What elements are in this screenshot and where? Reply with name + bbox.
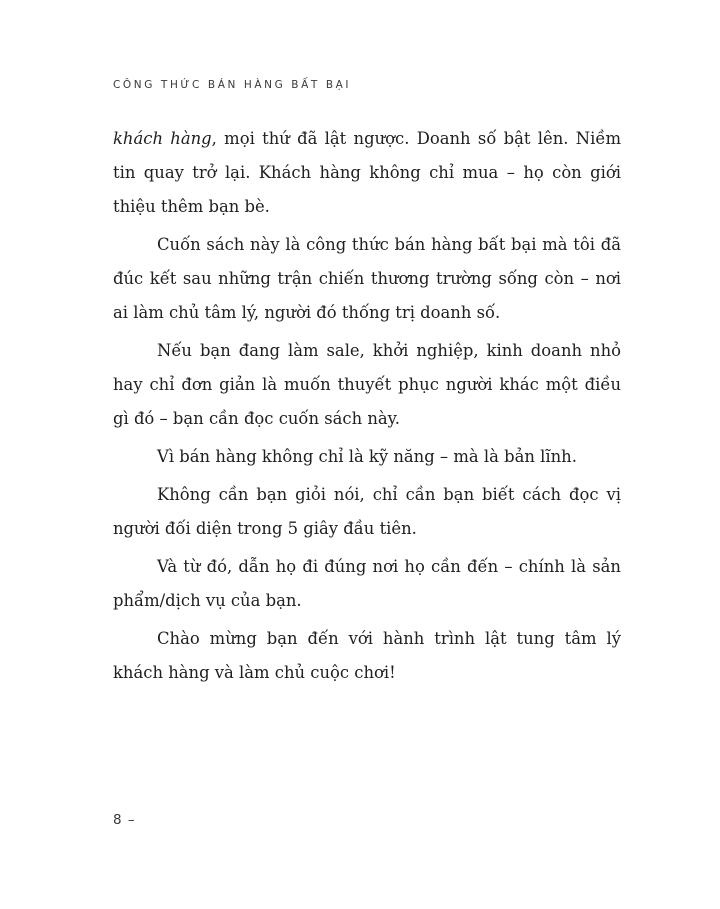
- paragraph-3: Nếu bạn đang làm sale, khởi nghiệp, kinh doanh nhỏ hay chỉ đơn giản là muốn thuyết phục người khác một điều gì đó – bạn cần đọc cuốn sách này.: [113, 341, 621, 428]
- paragraph-1-text: , mọi thứ đã lật ngược. Doanh số bật lên. Niềm tin quay trở lại. Khách hàng không chỉ mua – họ còn giới thiệu thêm bạn bè.: [113, 129, 621, 216]
- page-number: 8 –: [113, 812, 136, 828]
- body-text: [113, 122, 621, 694]
- italic-phrase: khách hàng: [113, 129, 212, 148]
- paragraph-2: Cuốn sách này là công thức bán hàng bất bại mà tôi đã đúc kết sau những trận chiến thương trường sống còn – nơi ai làm chủ tâm lý, người đó thống trị doanh số.: [113, 235, 621, 322]
- paragraph-7: Chào mừng bạn đến với hành trình lật tung tâm lý khách hàng và làm chủ cuộc chơi!: [113, 629, 621, 682]
- paragraph-6: Và từ đó, dẫn họ đi đúng nơi họ cần đến – chính là sản phẩm/dịch vụ của bạn.: [113, 557, 621, 610]
- running-header: CÔNG THỨC BÁN HÀNG BẤT BẠI: [113, 79, 352, 91]
- paragraph-5: Không cần bạn giỏi nói, chỉ cần bạn biết cách đọc vị người đối diện trong 5 giây đầu tiên.: [113, 485, 621, 538]
- paragraph-4: Vì bán hàng không chỉ là kỹ năng – mà là bản lĩnh.: [157, 447, 577, 466]
- paragraph-1: [113, 122, 621, 224]
